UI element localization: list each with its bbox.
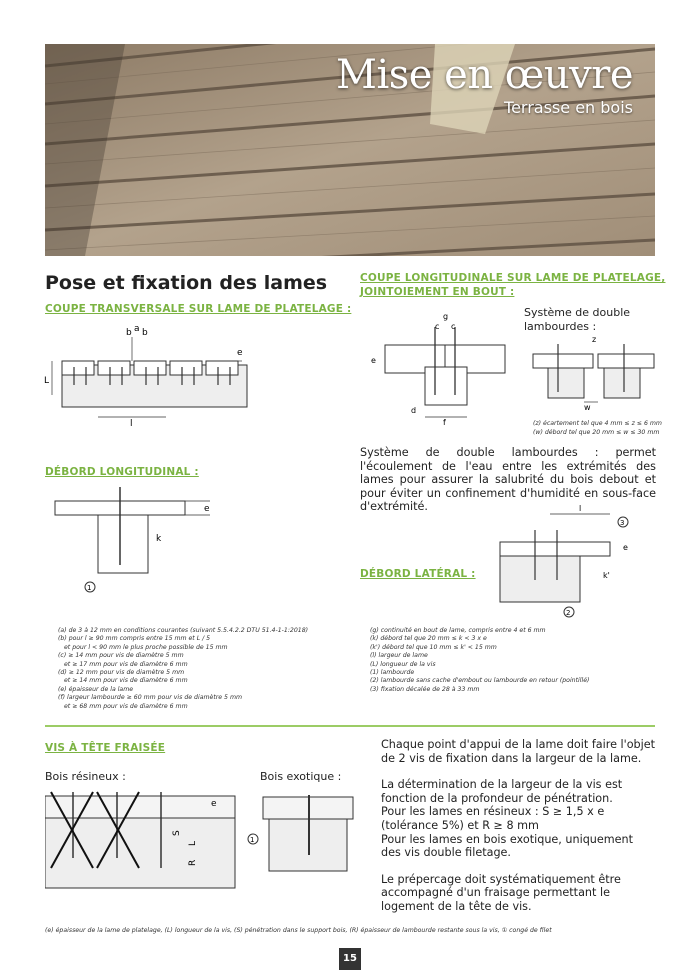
coupe-longitudinale-heading-2: JOINTOIEMENT EN BOUT : — [360, 286, 515, 298]
vis-para-2: La détermination de la largeur de la vis est fonction de la profondeur de pénétration. — [381, 778, 623, 805]
label-c2: c — [451, 322, 456, 331]
coupe-transversale-diagram — [42, 325, 252, 430]
vis-para-1: Chaque point d'appui de la lame doit faire l'objet de 2 vis de fixation dans la largeur de la lame. — [381, 738, 656, 765]
note-right: (g) continuité en bout de lame, compris entre 4 et 6 mm — [370, 627, 546, 634]
label-d: d — [411, 406, 417, 415]
ecartement-note-1: (z) écartement tel que 4 mm ≤ z ≤ 6 mm — [533, 420, 662, 427]
label-e-vis: e — [211, 799, 217, 809]
vis-para-5: Le prépercage doit systématiquement être accompagné d'un fraisage permettant le logement de la tête de vis. — [381, 872, 621, 913]
note-left: et ≥ 14 mm pour vis de diamètre 6 mm — [64, 677, 188, 685]
bois-resineux-label: Bois résineux : — [45, 770, 126, 783]
label-e: e — [237, 348, 243, 358]
label-l-lat: l — [579, 504, 582, 513]
label-L-vis: L — [188, 840, 198, 846]
label-b2: b — [142, 328, 148, 338]
coupe-longitudinale-heading-1: COUPE LONGITUDINALE SUR LAME DE PLATELAGE, — [360, 272, 666, 284]
debord-longitudinal-heading: DÉBORD LONGITUDINAL : — [45, 466, 199, 478]
hero-banner — [45, 44, 655, 256]
note-left: et ≥ 17 mm pour vis de diamètre 6 mm — [64, 660, 188, 668]
hero-title: Mise en œuvre — [335, 52, 633, 98]
notes-right — [370, 627, 660, 694]
vis-para-4: Pour les lames en bois exotique, uniquement des vis double filetage. — [381, 832, 634, 860]
note-right: (3) fixation décalée de 28 à 33 mm — [370, 685, 480, 693]
bois-exotique-label: Bois exotique : — [260, 770, 342, 783]
note-right: (l) largeur de lame — [370, 652, 428, 660]
footnote: (e) épaisseur de la lame de platelage, (L) longueur de la vis, (S) pénétration dans le support bois, (R) épaisseur de lambourde restante sous la vis, ① congé de filet — [45, 927, 552, 934]
coupe-transversale-heading: COUPE TRANSVERSALE SUR LAME DE PLATELAGE : — [45, 303, 352, 315]
label-k: k — [156, 534, 162, 544]
note-left: (f) largeur lambourde ≥ 60 mm pour vis de diamètre 5 mm — [58, 694, 243, 702]
label-1: 1 — [87, 584, 92, 592]
note-left: (b) pour l ≥ 90 mm compris entre 15 mm et L / 5 — [58, 635, 211, 643]
note-right: (k) débord tel que 20 mm ≤ k < 3 x e — [370, 635, 487, 643]
label-z: z — [592, 335, 597, 344]
debord-lateral-heading: DÉBORD LATÉRAL : — [360, 568, 476, 580]
note-right: (L) longueur de la vis — [370, 660, 436, 668]
debord-lateral-diagram — [495, 500, 645, 618]
note-left: et ≥ 68 mm pour vis de diamètre 6 mm — [64, 702, 188, 710]
label-e-lat: e — [623, 543, 628, 552]
vis-heading: VIS À TÊTE FRAISÉE — [45, 742, 166, 754]
note-right: (k') débord tel que 10 mm ≤ k' < 15 mm — [370, 643, 497, 651]
label-L: L — [44, 376, 50, 386]
section-title: Pose et fixation des lames — [45, 272, 328, 294]
label-g: g — [443, 312, 449, 321]
vis-para-3: Pour les lames en résineux : S ≥ 1,5 x e (tolérance 5%) et R ≥ 8 mm — [381, 805, 605, 832]
label-a: a — [134, 325, 140, 334]
label-l: l — [130, 419, 133, 429]
label-2: 2 — [566, 609, 571, 617]
note-left: (e) épaisseur de la lame — [58, 685, 134, 693]
label-b1: b — [126, 328, 132, 338]
note-left: (a) de 3 à 12 mm en conditions courantes (suivant 5.5.4.2.2 DTU 51.4-1-1:2018) — [58, 627, 309, 634]
debord-longitudinal-diagram — [50, 485, 220, 595]
note-left: (d) ≥ 12 mm pour vis de diamètre 5 mm — [58, 669, 185, 677]
label-k-prime: k' — [603, 571, 610, 580]
label-1-exo: 1 — [250, 836, 255, 844]
label-w: w — [584, 403, 591, 412]
note-left: et pour l < 90 mm le plus proche possible de 15 mm — [64, 643, 228, 651]
label-f: f — [443, 418, 446, 427]
label-c1: c — [435, 322, 440, 331]
coupe-longitudinale-diagram — [365, 305, 515, 430]
label-e-debord: e — [204, 504, 210, 514]
label-e-long: e — [371, 356, 376, 365]
vis-text — [381, 738, 656, 914]
label-3: 3 — [620, 519, 625, 527]
double-lambourdes-paragraph: Système de double lambourdes : permet l'écoulement de l'eau entre les extrémités des lames pour assurer la salubrité du bois debout et pour éviter un confinement d'humidité en sous-face d'extrémité. — [360, 446, 656, 514]
double-lambourdes-label-2: lambourdes : — [524, 320, 597, 333]
notes-left — [58, 627, 358, 711]
double-lambourdes-diagram — [528, 334, 658, 420]
bois-exotique-diagram — [245, 795, 360, 875]
note-right: (1) lambourde — [370, 669, 415, 677]
page-number: 15 — [339, 948, 361, 970]
divider — [45, 725, 655, 727]
bois-resineux-diagram — [45, 788, 245, 893]
double-lambourdes-label-1: Système de double — [524, 306, 631, 319]
ecartement-note-2: (w) débord tel que 20 mm ≤ w ≤ 30 mm — [533, 429, 660, 436]
label-S: S — [172, 830, 182, 836]
note-left: (c) ≥ 14 mm pour vis de diamètre 5 mm — [58, 652, 184, 660]
label-R: R — [188, 859, 198, 866]
note-right: (2) lambourde sans cache d'embout ou lambourde en retour (pointillé) — [370, 677, 590, 685]
hero-subtitle: Terrasse en bois — [504, 98, 633, 117]
